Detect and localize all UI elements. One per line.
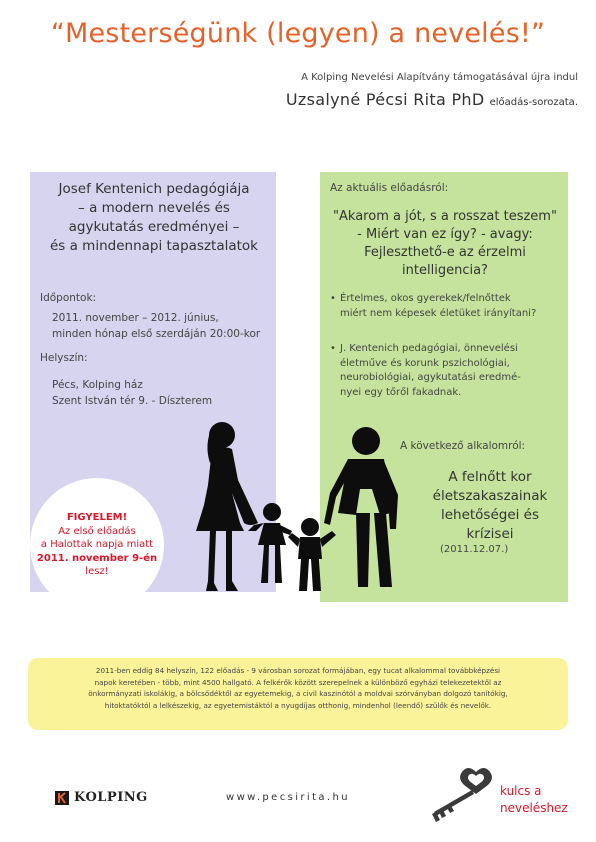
- speaker-name: Uzsalyné Pécsi Rita PhD: [285, 90, 485, 109]
- lecture-title-line: - Miért van ez így? - avagy:: [357, 227, 533, 242]
- website-link[interactable]: www.pecsirita.hu: [226, 792, 350, 803]
- warning-heading: FIGYELEM!: [66, 512, 128, 524]
- bullet-line: J. Kentenich pedagógiai, önnevelési: [340, 343, 518, 354]
- current-lecture-title: [322, 208, 568, 280]
- key-icon: [424, 764, 500, 824]
- lecture-title-line: intelligencia?: [402, 263, 488, 278]
- next-title-line: A felnőtt kor: [448, 469, 532, 485]
- bullet-line: Értelmes, okos gyerekek/felnőttek: [340, 293, 511, 304]
- place-line: Szent István tér 9. - Díszterem: [52, 395, 213, 407]
- dates-line: minden hónap első szerdáján 20:00-kor: [52, 328, 261, 340]
- series-title-line: agykutatás eredményei –: [68, 219, 240, 235]
- dates-value: [52, 310, 260, 342]
- current-lecture-label: Az aktuális előadásról:: [330, 182, 449, 194]
- place-label: Helyszín:: [40, 352, 88, 364]
- warning-date: 2011. november 9-én: [36, 552, 158, 564]
- next-lecture-label: A következő alkalomról:: [400, 440, 526, 452]
- info-line: napok keretében - több, mint 4500 hallgató. A felkérők között szerepelnek a különböző egyházi telekezetektől az: [94, 677, 502, 687]
- next-lecture-title: [420, 468, 560, 544]
- brand-tagline: [500, 783, 568, 817]
- bullet-line: neurobiológiai, agykutatási eredmé-: [340, 372, 521, 383]
- dates-line: 2011. november – 2012. június,: [52, 312, 219, 324]
- kolping-logo: [55, 790, 148, 805]
- bullet-line: életműve és korunk pszichológiai,: [340, 357, 510, 369]
- bullet-line: miért nem képesek életüket irányítani?: [340, 307, 537, 319]
- warning-text: Az első előadás: [58, 525, 136, 537]
- bullet-dot-icon: •: [330, 293, 336, 304]
- bullet-item: [330, 342, 566, 400]
- warning-text: a Halottak napja miatt: [40, 539, 154, 551]
- brand-line: neveléshez: [500, 801, 568, 815]
- dates-label: Időpontok:: [40, 292, 97, 304]
- lecture-title-line: "Akarom a jót, s a rosszat teszem": [333, 209, 557, 224]
- series-title-line: és a mindennapi tapasztalatok: [49, 238, 258, 254]
- bullet-item: [330, 292, 566, 321]
- kolping-logo-text: KOLPING: [74, 790, 148, 805]
- speaker-suffix: előadás-sorozata.: [489, 97, 578, 108]
- lecture-title-line: Fejleszthető-e az érzelmi: [364, 245, 526, 260]
- page-title: “Mesterségünk (legyen) a nevelés!”: [50, 18, 546, 49]
- info-box: [28, 658, 568, 730]
- kolping-logo-icon: [55, 791, 69, 805]
- next-title-line: életszakaszainak: [432, 488, 548, 504]
- series-title-line: Josef Kentenich pedagógiája: [58, 181, 250, 197]
- bullet-line: nyei egy tőről fakadnak.: [340, 386, 462, 398]
- brand-line: kulcs a: [500, 784, 542, 798]
- info-line: önkormányzati iskolákig, a bölcsődéktől az egyetemekig, a civil kaszinótól a moldvai szórványban dolgozó tanítókig,: [88, 689, 508, 698]
- bullet-dot-icon: •: [330, 343, 336, 354]
- next-lecture-date: (2011.12.07.): [440, 544, 509, 555]
- warning-badge: [30, 478, 164, 612]
- place-line: Pécs, Kolping ház: [52, 379, 143, 391]
- series-title-line: – a modern nevelés és: [78, 200, 230, 216]
- warning-text: lesz!: [85, 566, 109, 578]
- info-line: 2011-ben eddig 84 helyszín, 122 előadás - 9 városban sorozat formájában, egy tucat alkalommal továbbképzési: [95, 666, 501, 675]
- series-title: [34, 180, 274, 256]
- family-silhouette: [160, 405, 420, 600]
- info-line: hitoktatóktól a lelkészekig, az egyetemistáktól a nyugdíjas otthonig, mindenhol (leendő) szülők és nevelők.: [104, 700, 492, 710]
- speaker-line: [286, 90, 578, 109]
- next-title-line: lehetőségei és krízisei: [440, 507, 540, 542]
- subtitle-line: A Kolping Nevelési Alapítvány támogatásával újra indul: [301, 72, 578, 83]
